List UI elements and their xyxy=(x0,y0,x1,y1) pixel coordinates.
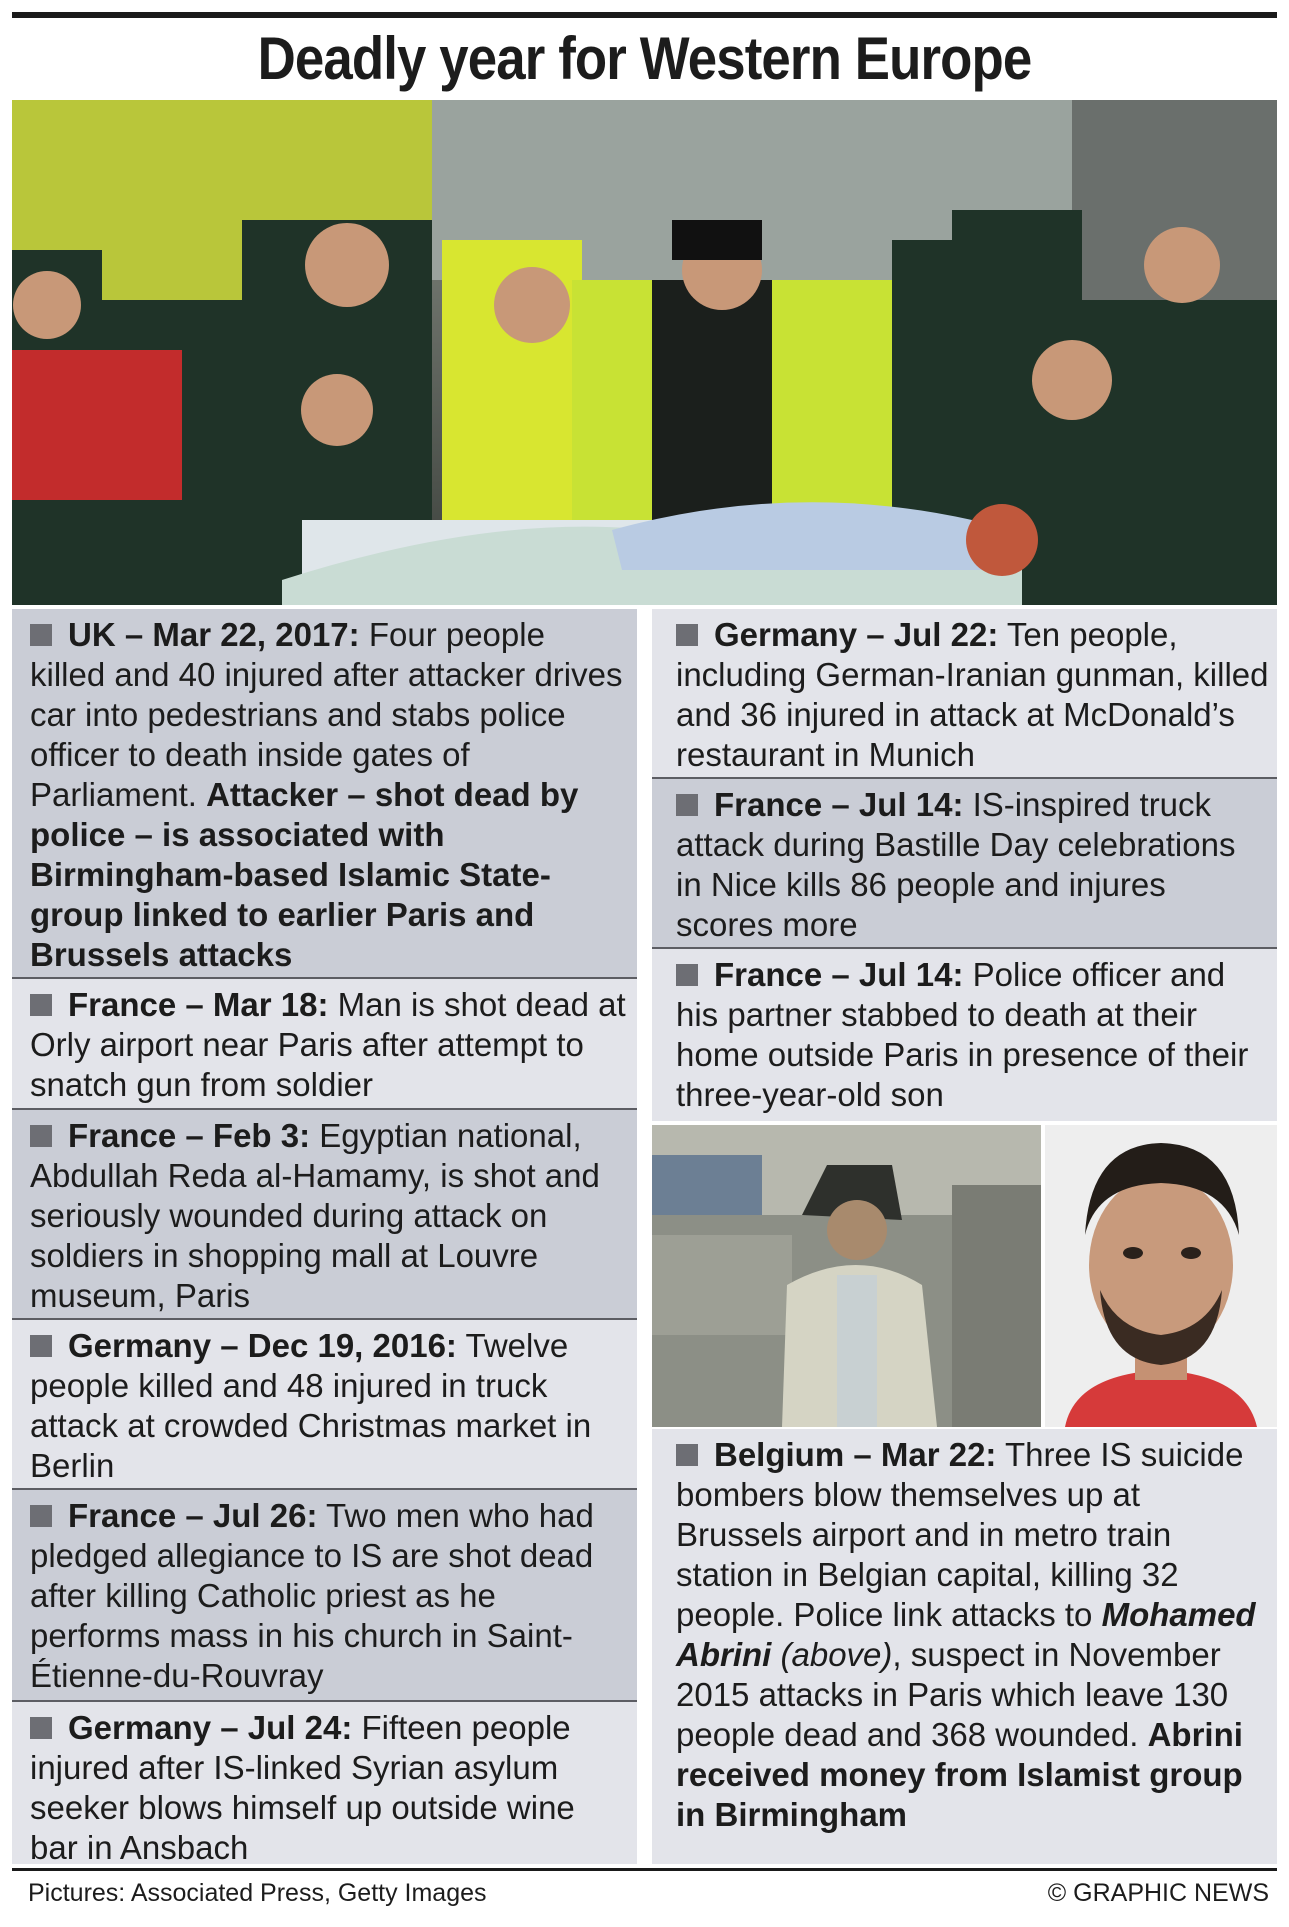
bullet-square-icon xyxy=(30,1717,52,1739)
bullet-square-icon xyxy=(30,1125,52,1147)
page-title: Deadly year for Western Europe xyxy=(257,25,1032,92)
bullet-square-icon xyxy=(30,624,52,646)
bullet-square-icon xyxy=(30,1335,52,1357)
entry-france-jul-26: France – Jul 26: Two men who had pledged allegiance to IS are shot dead after killing Catholic priest as he performs mass in his church in Saint-Étienne-du-Rouvray xyxy=(12,1490,637,1700)
airport-cctv-photo xyxy=(652,1125,1041,1427)
entry-belgium-mar-22: Belgium – Mar 22: Three IS suicide bombers blow themselves up at Brussels airport and in metro train station in Belgian capital, killing 32 people. Police link attacks to Mohamed Abrini (above), suspect in November 2015 attacks in Paris which leave 130 people dead and 368 wounded. Abrini received money from Islamist group in Birmingham xyxy=(652,1429,1277,1864)
entry-uk-mar-22: UK – Mar 22, 2017: Four people killed and 40 injured after attacker drives car into pedestrians and stabs police officer to death inside gates of Parliament. Attacker – shot dead by police – is associated with Birmingham-based Islamic State-group linked to earlier Paris and Brussels attacks xyxy=(12,609,637,977)
bullet-square-icon xyxy=(30,994,52,1016)
entry-germany-dec-19: Germany – Dec 19, 2016: Twelve people killed and 48 injured in truck attack at crowded Christmas market in Berlin xyxy=(12,1320,637,1488)
entry-germany-jul-22: Germany – Jul 22: Ten people, including German-Iranian gunman, killed and 36 injured in attack at McDonald’s restaurant in Munich xyxy=(652,609,1277,777)
bottom-rule xyxy=(12,1868,1277,1871)
bullet-square-icon xyxy=(676,1444,698,1466)
copyright: © GRAPHIC NEWS xyxy=(1047,1879,1269,1907)
suspect-portrait-photo xyxy=(1045,1125,1277,1427)
bullet-square-icon xyxy=(676,794,698,816)
bullet-square-icon xyxy=(676,964,698,986)
entry-france-jul-14-police: France – Jul 14: Police officer and his partner stabbed to death at their home outside Paris in presence of their three-year-old son xyxy=(652,949,1277,1121)
entry-germany-jul-24: Germany – Jul 24: Fifteen people injured after IS-linked Syrian asylum seeker blows himself up outside wine bar in Ansbach xyxy=(12,1702,637,1864)
top-rule xyxy=(12,12,1277,18)
entry-france-jul-14-nice: France – Jul 14: IS-inspired truck attack during Bastille Day celebrations in Nice kills 86 people and injures scores more xyxy=(652,779,1277,947)
bullet-square-icon xyxy=(676,624,698,646)
bullet-square-icon xyxy=(30,1505,52,1527)
entry-france-mar-18: France – Mar 18: Man is shot dead at Orly airport near Paris after attempt to snatch gun from soldier xyxy=(12,979,637,1108)
entry-france-feb-3: France – Feb 3: Egyptian national, Abdullah Reda al-Hamamy, is shot and seriously wounded during attack on soldiers in shopping mall at Louvre museum, Paris xyxy=(12,1110,637,1318)
stretcher-scene-photo xyxy=(12,100,1277,605)
photo-credits: Pictures: Associated Press, Getty Images xyxy=(28,1879,487,1907)
